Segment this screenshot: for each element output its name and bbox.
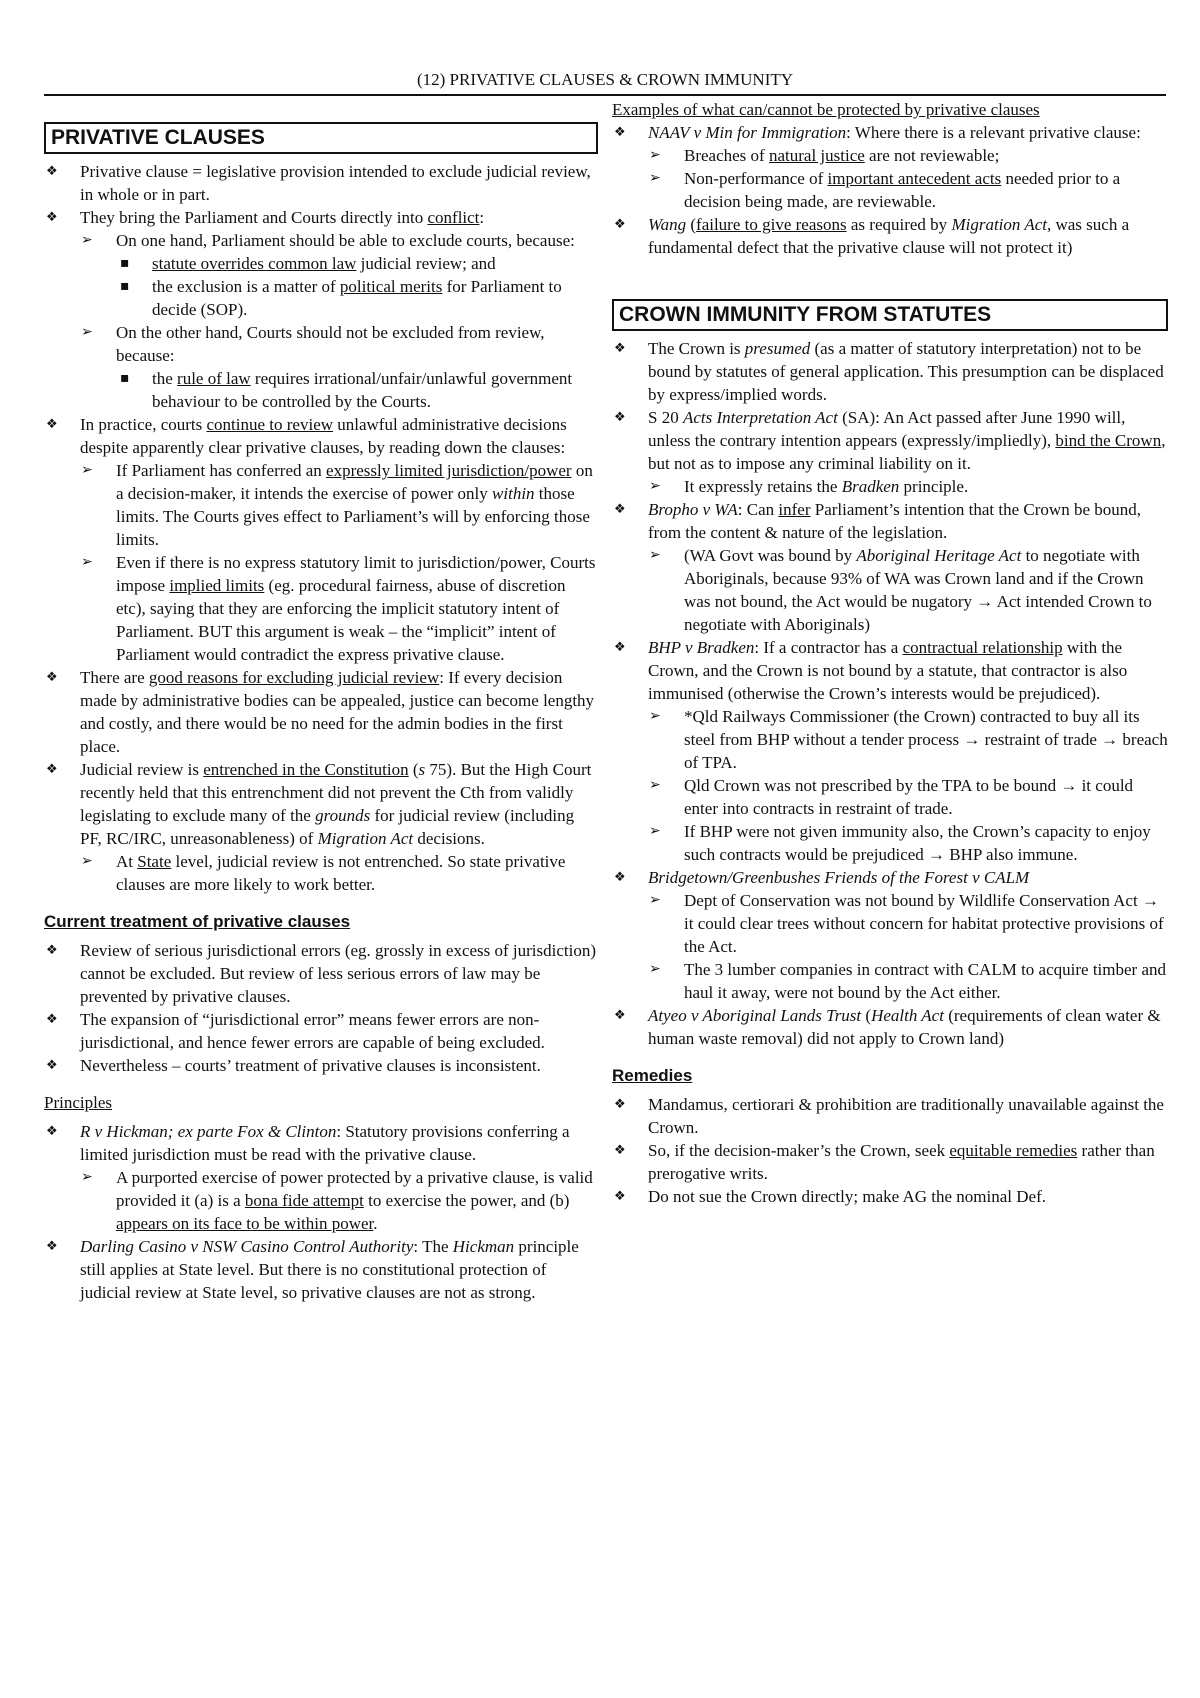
sub-list-item: ➢ If BHP were not given immunity also, the Crown’s capacity to enjoy such contracts would be prejudiced → BHP also immune.	[648, 820, 1168, 866]
sub-list-item: ➢ Breaches of natural justice are not reviewable;	[648, 144, 1168, 167]
sub-sub-list-item: ▪ statute overrides common law judicial review; and	[116, 252, 598, 275]
list-item: ❖ There are good reasons for excluding judicial review: If every decision made by administrative bodies can be appealed, justice can become lengthy and costly, and there would be no need for the admin bodies in the first place.	[44, 666, 598, 758]
list-item: ❖ Atyeo v Aboriginal Lands Trust (Health Act (requirements of clean water & human waste removal) did not apply to Crown land)	[612, 1004, 1168, 1050]
section-heading-privative-clauses: PRIVATIVE CLAUSES	[44, 122, 598, 154]
sub-list-item: ➢ If Parliament has conferred an expressly limited jurisdiction/power on a decision-maker, it intends the exercise of power only within those limits. The Courts gives effect to Parliament’s will by enforcing those limits.	[80, 459, 598, 551]
list-item: ❖ Review of serious jurisdictional errors (eg. grossly in excess of jurisdiction) cannot be excluded. But review of less serious errors of law may be prevented by privative clauses.	[44, 939, 598, 1008]
list-item: ❖ Judicial review is entrenched in the Constitution (s 75). But the High Court recently held that this entrenchment did not prevent the Cth from validly legislating to exclude many of the grounds for judicial review (including PF, RC/IRC, unreasonableness) of Migration Act decisions. ➢ At State level, judicial review is not entrenched. So state privative clauses are more likely to work better.	[44, 758, 598, 896]
list-item: ❖ In practice, courts continue to review unlawful administrative decisions despite apparently clear privative clauses, by reading down the clauses: ➢ If Parliament has conferred an expressly limited jurisdiction/power on a decision-maker, it intends the exercise of power only within those limits. The Courts gives effect to Parliament’s will by enforcing those limits. ➢ Even if there is no express statutory limit to jurisdiction/power, Courts impose implied limits (eg. procedural fairness, abuse of discretion etc), saying that they are enforcing the implicit statutory intent of Parliament. BUT this argument is weak – the “implicit” intent of Parliament would contradict the express privative clause.	[44, 413, 598, 666]
principles-list	[44, 1120, 598, 1304]
list-item: ❖ Wang (failure to give reasons as required by Migration Act, was such a fundamental defect that the privative clause will not protect it)	[612, 213, 1168, 259]
examples-list	[612, 121, 1168, 259]
list-item: ❖ Nevertheless – courts’ treatment of privative clauses is inconsistent.	[44, 1054, 598, 1077]
sub-list-item: ➢ Qld Crown was not prescribed by the TPA to be bound → it could enter into contracts in restraint of trade.	[648, 774, 1168, 820]
sub-list-item: ➢ Non-performance of important antecedent acts needed prior to a decision being made, are reviewable.	[648, 167, 1168, 213]
sub-list-item: ➢ Even if there is no express statutory limit to jurisdiction/power, Courts impose implied limits (eg. procedural fairness, abuse of discretion etc), saying that they are enforcing the implicit statutory intent of Parliament. BUT this argument is weak – the “implicit” intent of Parliament would contradict the express privative clause.	[80, 551, 598, 666]
list-item: ❖ R v Hickman; ex parte Fox & Clinton: Statutory provisions conferring a limited jurisdiction must be read with the privative clause. ➢ A purported exercise of power protected by a privative clause, is valid provided it (a) is a bona fide attempt to exercise the power, and (b) appears on its face to be within power.	[44, 1120, 598, 1235]
section-heading-crown-immunity: CROWN IMMUNITY FROM STATUTES	[612, 299, 1168, 331]
list-item: ❖ The Crown is presumed (as a matter of statutory interpretation) not to be bound by statutes of general application. This presumption can be displaced by express/implied words.	[612, 337, 1168, 406]
privative-clauses-list	[44, 160, 598, 896]
right-column	[612, 98, 1168, 1208]
sub-list-item: ➢ (WA Govt was bound by Aboriginal Heritage Act to negotiate with Aboriginals, because 93% of WA was Crown land and if the Crown was not bound, the Act would be nugatory → Act intended Crown to negotiate with Aboriginals)	[648, 544, 1168, 636]
title-rule	[44, 94, 1166, 96]
subheading-current-treatment: Current treatment of privative clauses	[44, 912, 351, 931]
sub-list-item: ➢ A purported exercise of power protected by a privative clause, is valid provided it (a) is a bona fide attempt to exercise the power, and (b) appears on its face to be within power.	[80, 1166, 598, 1235]
sub-list-item: ➢ On the other hand, Courts should not be excluded from review, because: ▪ the rule of law requires irrational/unfair/unlawful government behaviour to be controlled by the Courts.	[80, 321, 598, 413]
sub-list-item: ➢ It expressly retains the Bradken principle.	[648, 475, 1168, 498]
list-item: ❖ Privative clause = legislative provision intended to exclude judicial review, in whole or in part.	[44, 160, 598, 206]
list-item: ❖ Bridgetown/Greenbushes Friends of the Forest v CALM ➢ Dept of Conservation was not bound by Wildlife Conservation Act → it could clear trees without concern for habitat protective provisions of the Act. ➢ The 3 lumber companies in contract with CALM to acquire timber and haul it away, were not bound by the Act either.	[612, 866, 1168, 1004]
crown-immunity-list	[612, 337, 1168, 1050]
remedies-list	[612, 1093, 1168, 1208]
list-item: ❖ They bring the Parliament and Courts directly into conflict: ➢ On one hand, Parliament should be able to exclude courts, because: ▪ statute overrides common law judicial review; and ▪ the exclusion is a matter of political merits for Parliament to decide (SOP). ➢ On the other hand, Courts should not be excluded from review, because: ▪ the rule of law requires irrational/unfair/unlawful government behaviour to be controlled by the Courts.	[44, 206, 598, 413]
sub-list-item: ➢ At State level, judicial review is not entrenched. So state privative clauses are more likely to work better.	[80, 850, 598, 896]
list-item: ❖ Bropho v WA: Can infer Parliament’s intention that the Crown be bound, from the content & nature of the legislation. ➢ (WA Govt was bound by Aboriginal Heritage Act to negotiate with Aboriginals, because 93% of WA was Crown land and if the Crown was not bound, the Act would be nugatory → Act intended Crown to negotiate with Aboriginals)	[612, 498, 1168, 636]
list-item: ❖ The expansion of “jurisdictional error” means fewer errors are non-jurisdictional, and hence fewer errors are capable of being excluded.	[44, 1008, 598, 1054]
sub-list-item: ➢ The 3 lumber companies in contract with CALM to acquire timber and haul it away, were not bound by the Act either.	[648, 958, 1168, 1004]
sub-sub-list-item: ▪ the exclusion is a matter of political merits for Parliament to decide (SOP).	[116, 275, 598, 321]
left-column	[44, 98, 598, 1304]
current-treatment-list	[44, 939, 598, 1077]
list-item: ❖ Mandamus, certiorari & prohibition are traditionally unavailable against the Crown.	[612, 1093, 1168, 1139]
page-title: (12) PRIVATIVE CLAUSES & CROWN IMMUNITY	[416, 70, 794, 89]
list-item: ❖ Do not sue the Crown directly; make AG the nominal Def.	[612, 1185, 1168, 1208]
list-item: ❖ Darling Casino v NSW Casino Control Authority: The Hickman principle still applies at State level. But there is no constitutional protection of judicial review at State level, so privative clauses are not as strong.	[44, 1235, 598, 1304]
list-item: ❖ So, if the decision-maker’s the Crown, seek equitable remedies rather than prerogative writs.	[612, 1139, 1168, 1185]
subheading-principles: Principles	[44, 1093, 112, 1112]
sub-list-item: ➢ *Qld Railways Commissioner (the Crown) contracted to buy all its steel from BHP without a tender process → restraint of trade → breach of TPA.	[648, 705, 1168, 774]
sub-list-item: ➢ Dept of Conservation was not bound by Wildlife Conservation Act → it could clear trees without concern for habitat protective provisions of the Act.	[648, 889, 1168, 958]
subheading-examples: Examples of what can/cannot be protected by privative clauses	[612, 100, 1040, 119]
list-item: ❖ BHP v Bradken: If a contractor has a contractual relationship with the Crown, and the Crown is not bound by a statute, that contractor is also immunised (otherwise the Crown’s interests would be prejudiced). ➢ *Qld Railways Commissioner (the Crown) contracted to buy all its steel from BHP without a tender process → restraint of trade → breach of TPA. ➢ Qld Crown was not prescribed by the TPA to be bound → it could enter into contracts in restraint of trade. ➢ If BHP were not given immunity also, the Crown’s capacity to enjoy such contracts would be prejudiced → BHP also immune.	[612, 636, 1168, 866]
list-item: ❖ S 20 Acts Interpretation Act (SA): An Act passed after June 1990 will, unless the contrary intention appears (expressly/impliedly), bind the Crown, but not as to impose any criminal liability on it. ➢ It expressly retains the Bradken principle.	[612, 406, 1168, 498]
sub-sub-list-item: ▪ the rule of law requires irrational/unfair/unlawful government behaviour to be controlled by the Courts.	[116, 367, 598, 413]
subheading-remedies: Remedies	[612, 1066, 693, 1085]
list-item: ❖ NAAV v Min for Immigration: Where there is a relevant privative clause: ➢ Breaches of natural justice are not reviewable; ➢ Non-performance of important antecedent acts needed prior to a decision being made, are reviewable.	[612, 121, 1168, 213]
sub-list-item: ➢ On one hand, Parliament should be able to exclude courts, because: ▪ statute overrides common law judicial review; and ▪ the exclusion is a matter of political merits for Parliament to decide (SOP).	[80, 229, 598, 321]
